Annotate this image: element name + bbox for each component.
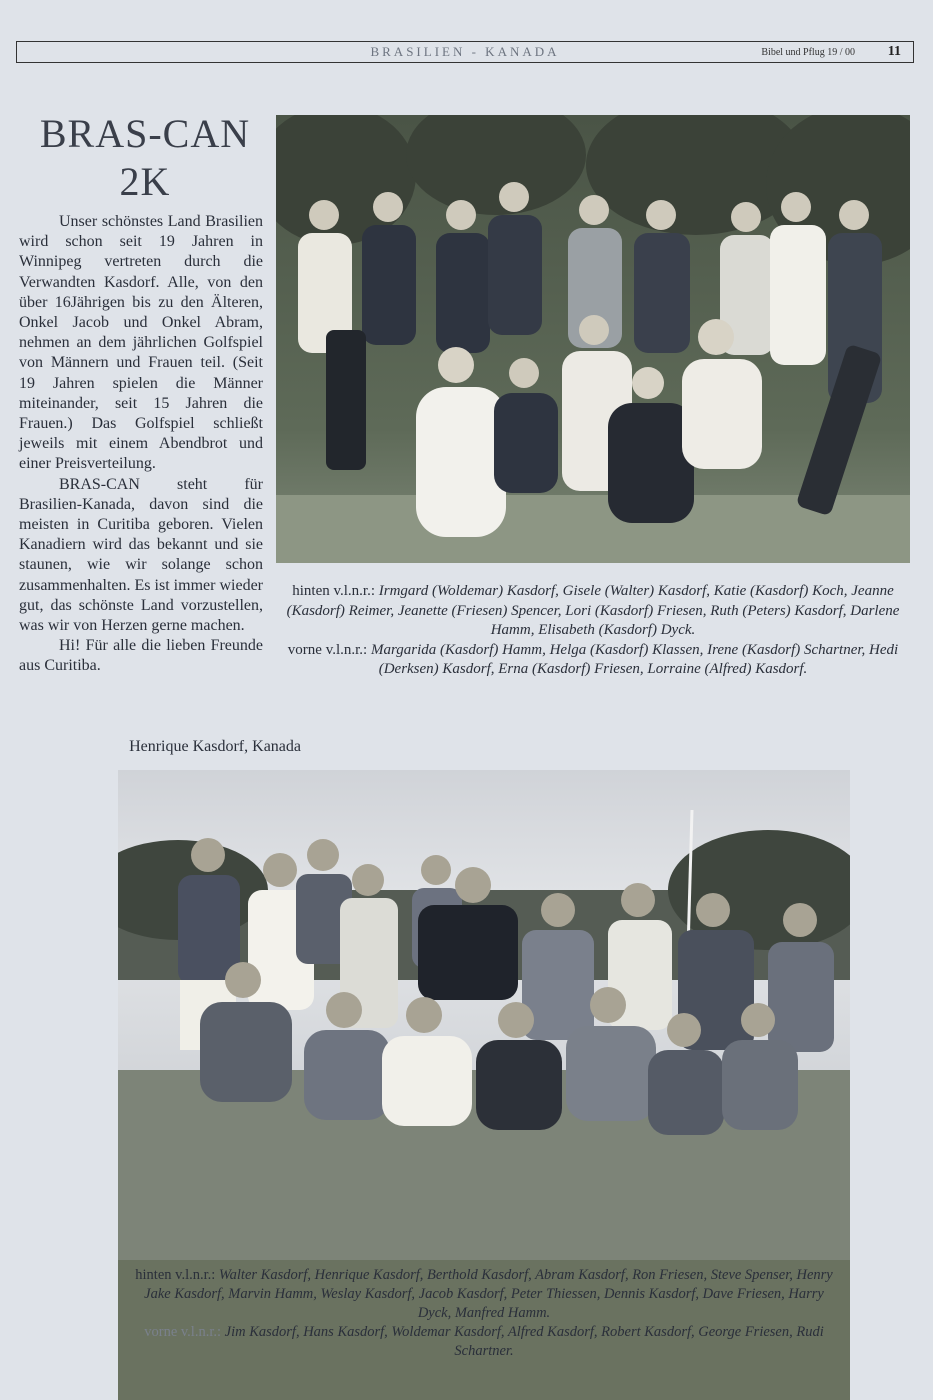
paragraph-3: Hi! Für alle die lieben Freunde aus Curitiba. [19,637,263,675]
publication-name: Bibel und Pflug 19 / 00 [761,47,855,58]
men-photo-caption [130,1266,838,1361]
byline: Henrique Kasdorf, Kanada [129,738,301,755]
paragraph-1: Unser schönstes Land Brasilien wird schon seit 19 Jahren in Winnipeg vertreten durch die Verwandten Kasdorf. Alle, von den über 16Jährigen bis zu den Älteren, Onkel Jacob und Onkel Abram, nehmen an dem jährlichen Golfspiel von Männern und Frauen teil. (Seit 19 Jahren spielen die Männer miteinander, seit 15 Jahren die Frauen.) Das Golfspiel schließt jeweils mit einem Abendbrot und einer Preisverteilung. [19,213,263,473]
paragraph-2: BRAS-CAN steht für Brasilien-Kanada, davon sind die meisten in Curitiba geboren. Vielen Kanadiern wird das bekannt und sie staunen, wie wir solange schon zusammenhalten. Es ist immer wieder gut, das schönste Land vorzustellen, was wir von Herzen gerne machen. [19,475,263,635]
women-group-photo [276,115,910,563]
article-body [19,212,263,677]
page-header [16,41,914,63]
caption-women-front-label: vorne v.l.n.r.: [287,641,371,658]
caption-men-back-label: hinten v.l.n.r.: [135,1267,219,1283]
page-number: 11 [887,44,901,59]
caption-women-back-names: Irmgard (Woldemar) Kasdorf, Gisele (Walter) Kasdorf, Katie (Kasdorf) Koch, Jeanne (Kasdorf) Reimer, Jeanette (Friesen) Spencer, Lori (Kasdorf) Friesen, Ruth (Peters) Kasdorf, Darlene Hamm, Elisabeth (Kasdorf) Dyck. [286,583,900,638]
caption-men-front-names: Jim Kasdorf, Hans Kasdorf, Woldemar Kasdorf, Alfred Kasdorf, Robert Kasdorf, George Friesen, Rudi Schartner. [224,1324,824,1359]
article-title [20,110,270,206]
title-line-1: BRAS-CAN [39,111,251,156]
women-photo-caption [283,582,903,680]
caption-men-back-names: Walter Kasdorf, Henrique Kasdorf, Berthold Kasdorf, Abram Kasdorf, Ron Friesen, Steve Spenser, Henry Jake Kasdorf, Marvin Hamm, Weslay Kasdorf, Jacob Kasdorf, Peter Thiessen, Dennis Kasdorf, Dave Friesen, Harry Dyck, Manfred Hamm. [144,1267,833,1321]
men-photo-illustration [118,770,850,1260]
title-line-2: 2K [119,159,171,204]
caption-men-front-label: vorne v.l.n.r.: [144,1324,225,1340]
women-photo-illustration [276,115,910,563]
caption-women-front-names: Margarida (Kasdorf) Hamm, Helga (Kasdorf) Klassen, Irene (Kasdorf) Schartner, Hedi (Derksen) Kasdorf, Erna (Kasdorf) Friesen, Lorraine (Alfred) Kasdorf. [370,641,899,677]
section-title: BRASILIEN - KANADA [370,44,560,59]
caption-women-back-label: hinten v.l.n.r.: [292,583,379,599]
